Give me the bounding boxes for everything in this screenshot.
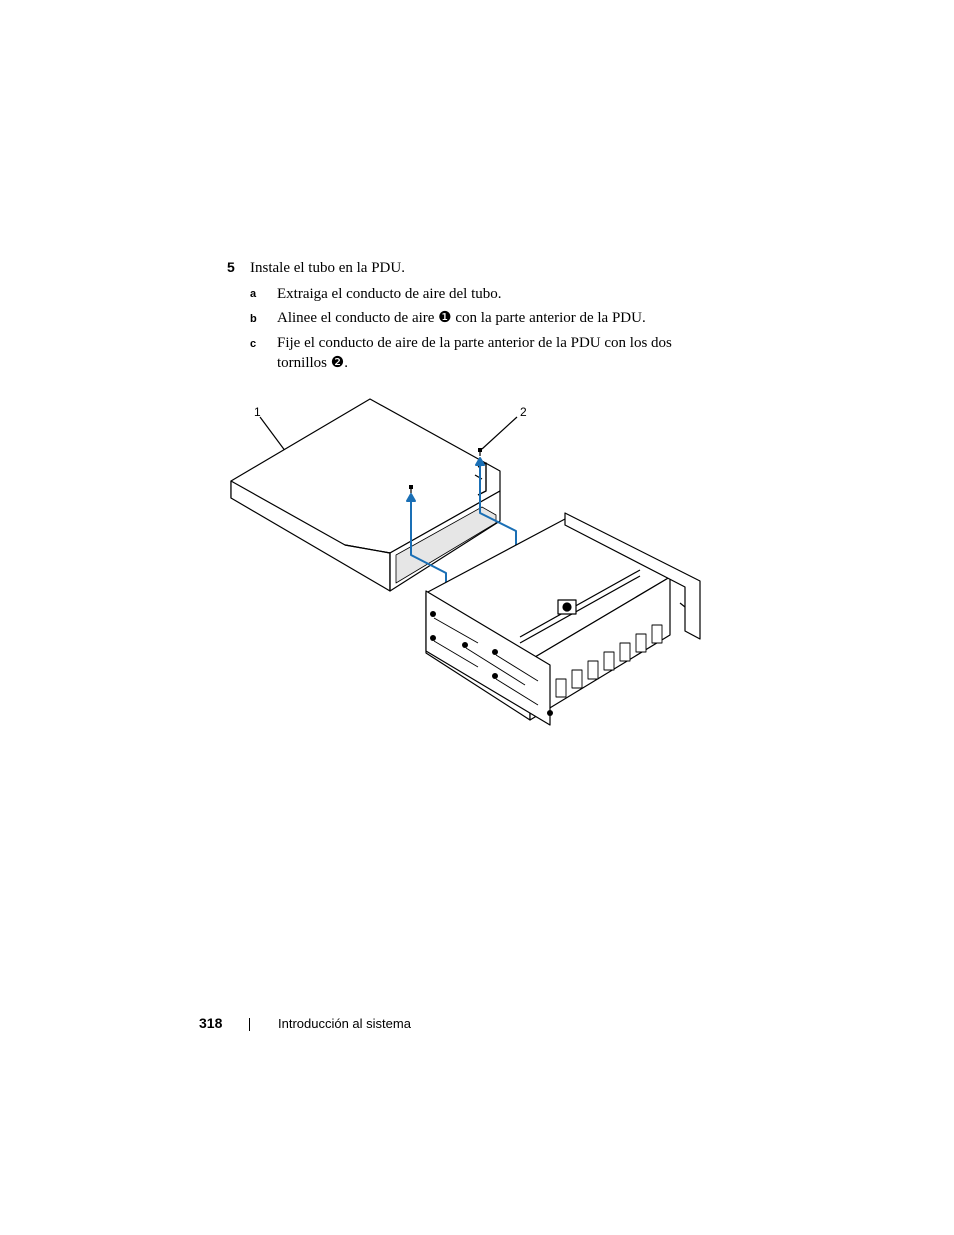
substep-letter-c: c bbox=[250, 338, 257, 350]
substep-text-a: Extraiga el conducto de aire del tubo. bbox=[277, 286, 502, 302]
step-number: 5 bbox=[227, 259, 235, 275]
leader-line-2 bbox=[482, 417, 517, 449]
pdu-chassis bbox=[426, 513, 700, 725]
callout-2: 2 bbox=[520, 405, 527, 419]
footer-title: Introducción al sistema bbox=[278, 1016, 411, 1031]
callout-1: 1 bbox=[254, 405, 261, 419]
footer-divider bbox=[249, 1018, 250, 1031]
substep-text-c: Fije el conducto de aire de la parte anterior de la PDU con los dos tornillos ❷. bbox=[277, 335, 672, 371]
air-duct-installation-figure bbox=[220, 395, 710, 730]
step-text: Instale el tubo en la PDU. bbox=[250, 260, 405, 276]
substep-text-b: Alinee el conducto de aire ❶ con la parte anterior de la PDU. bbox=[277, 310, 646, 326]
page-number: 318 bbox=[199, 1015, 223, 1031]
substep-letter-b: b bbox=[250, 313, 257, 325]
substep-letter-a: a bbox=[250, 288, 257, 300]
air-duct bbox=[231, 399, 500, 591]
